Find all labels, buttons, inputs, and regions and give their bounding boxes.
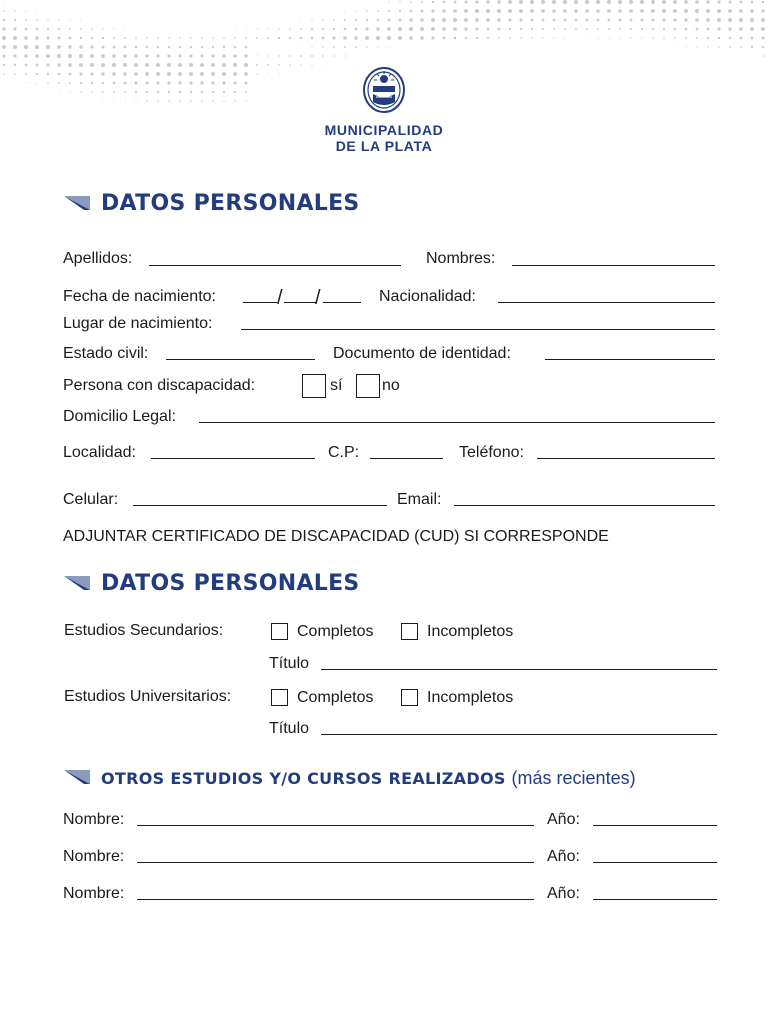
nacionalidad-field[interactable] (498, 302, 715, 303)
cud-note: ADJUNTAR CERTIFICADO DE DISCAPACIDAD (CUD) SI CORRESPONDE (63, 528, 609, 545)
label-no: no (382, 377, 400, 394)
label-incompletos: Incompletos (427, 689, 514, 706)
label-nombres: Nombres: (426, 250, 496, 267)
celular-field[interactable] (133, 505, 387, 506)
label-discapacidad: Persona con discapacidad: (63, 377, 256, 394)
label-documento: Documento de identidad: (333, 345, 511, 362)
discapacidad-no-checkbox[interactable] (356, 374, 380, 398)
section-title-personal-data: DATOS PERSONALES (101, 191, 360, 216)
label-nombre: Nombre: (63, 848, 125, 865)
cp-field[interactable] (370, 458, 443, 459)
municipal-seal-icon (362, 66, 406, 114)
label-telefono: Teléfono: (459, 444, 524, 461)
localidad-field[interactable] (151, 458, 315, 459)
org-name-line2 (284, 138, 484, 154)
curso-anio-field[interactable] (593, 899, 717, 900)
label-email: Email: (397, 491, 442, 508)
apellidos-field[interactable] (149, 265, 401, 266)
label-lugar-nacimiento: Lugar de nacimiento: (63, 315, 213, 332)
universitarios-completos-checkbox[interactable] (271, 689, 288, 706)
label-anio: Año: (547, 848, 580, 865)
label-estado-civil: Estado civil: (63, 345, 149, 362)
label-localidad: Localidad: (63, 444, 136, 461)
other-studies-title: OTROS ESTUDIOS Y/O CURSOS REALIZADOS (101, 769, 506, 788)
org-name-prefix: DE (335, 138, 361, 154)
other-studies-subtitle: (más recientes) (511, 768, 636, 788)
label-completos: Completos (297, 623, 374, 640)
birth-year-field[interactable] (323, 302, 361, 303)
label-titulo: Título (269, 655, 310, 672)
curso-nombre-field[interactable] (137, 899, 534, 900)
domicilio-field[interactable] (199, 422, 715, 423)
discapacidad-si-checkbox[interactable] (302, 374, 326, 398)
label-fecha-nacimiento: Fecha de nacimiento: (63, 288, 216, 305)
section-title-education: DATOS PERSONALES (101, 571, 360, 596)
date-slash: / (277, 287, 283, 309)
label-cp: C.P: (328, 444, 360, 461)
section-flag-icon (64, 770, 90, 784)
secundarios-completos-checkbox[interactable] (271, 623, 288, 640)
label-si: sí (330, 377, 343, 394)
label-nombre: Nombre: (63, 885, 125, 902)
secundarios-incompletos-checkbox[interactable] (401, 623, 418, 640)
estado-civil-field[interactable] (166, 359, 315, 360)
label-anio: Año: (547, 811, 580, 828)
label-celular: Celular: (63, 491, 119, 508)
label-nacionalidad: Nacionalidad: (379, 288, 476, 305)
documento-field[interactable] (545, 359, 715, 360)
label-titulo: Título (269, 720, 310, 737)
org-name-line1: MUNICIPALIDAD (324, 122, 444, 138)
label-domicilio: Domicilio Legal: (63, 408, 176, 425)
label-estudios-universitarios: Estudios Universitarios: (64, 688, 232, 705)
curso-anio-field[interactable] (593, 825, 717, 826)
curso-nombre-field[interactable] (137, 825, 534, 826)
label-incompletos: Incompletos (427, 623, 514, 640)
section-flag-icon (64, 196, 90, 210)
label-apellidos: Apellidos: (63, 250, 133, 267)
label-completos: Completos (297, 689, 374, 706)
universitarios-incompletos-checkbox[interactable] (401, 689, 418, 706)
curso-nombre-field[interactable] (137, 862, 534, 863)
label-nombre: Nombre: (63, 811, 125, 828)
nombres-field[interactable] (512, 265, 715, 266)
date-slash: / (315, 287, 321, 309)
email-field[interactable] (454, 505, 715, 506)
secundarios-titulo-field[interactable] (321, 669, 717, 670)
universitarios-titulo-field[interactable] (321, 734, 717, 735)
curso-anio-field[interactable] (593, 862, 717, 863)
label-estudios-secundarios: Estudios Secundarios: (64, 622, 224, 639)
section-title-other-studies (101, 768, 636, 789)
label-anio: Año: (547, 885, 580, 902)
telefono-field[interactable] (537, 458, 715, 459)
birth-day-field[interactable] (243, 302, 277, 303)
org-name-city: LA PLATA (360, 138, 433, 154)
section-flag-icon (64, 576, 90, 590)
birth-month-field[interactable] (284, 302, 316, 303)
lugar-nacimiento-field[interactable] (241, 329, 715, 330)
